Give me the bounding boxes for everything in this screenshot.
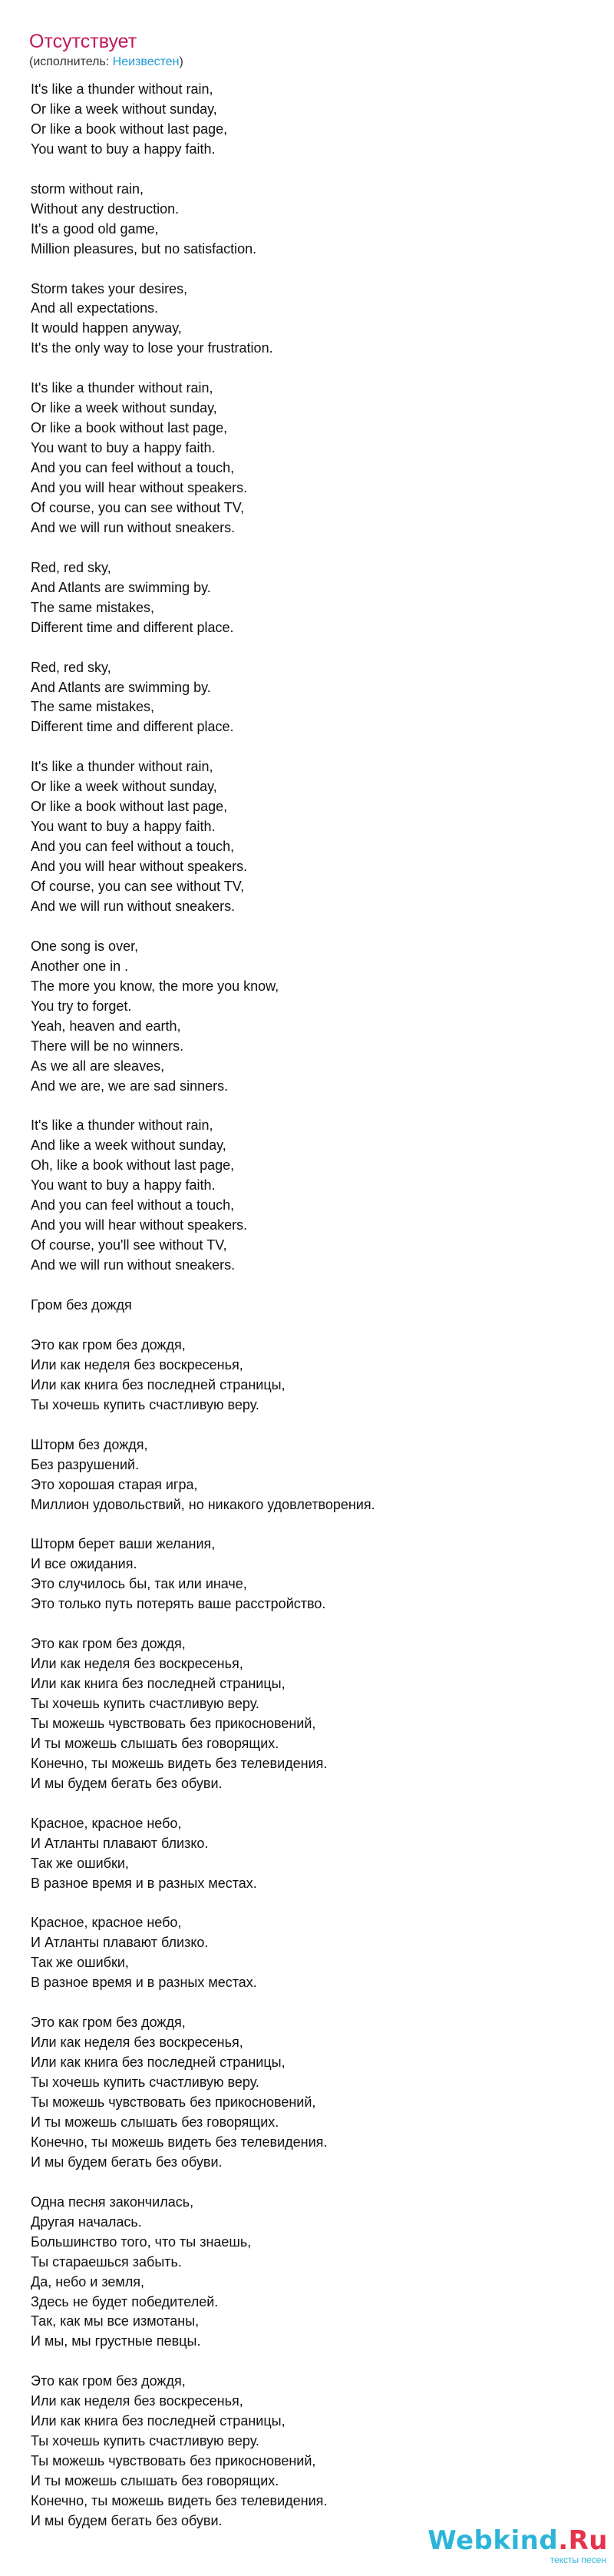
- lyric-line: Это случилось бы, так или иначе,: [31, 1576, 247, 1592]
- lyric-line: Шторм берет ваши желания,: [31, 1536, 216, 1552]
- lyric-line: You want to buy a happy faith.: [31, 141, 216, 157]
- lyric-stanza: [31, 1634, 583, 1794]
- lyric-line: One song is over,: [31, 938, 139, 954]
- lyric-line: И ты можешь слышать без говорящих.: [31, 1735, 279, 1751]
- lyric-line: Или как неделя без воскресенья,: [31, 2035, 243, 2051]
- lyric-line: And you will hear without speakers.: [31, 1217, 248, 1233]
- lyric-line: Это хорошая старая игра,: [31, 1476, 198, 1492]
- lyric-stanza: [31, 2013, 583, 2173]
- lyric-line: Ты стараешься забыть.: [31, 2253, 182, 2270]
- lyric-line: The same mistakes,: [31, 699, 155, 715]
- lyric-line: Так, как мы все измотаны,: [31, 2313, 200, 2329]
- lyric-line: It's like a thunder without rain,: [31, 380, 213, 396]
- lyric-line: And we will run without sneakers.: [31, 519, 236, 535]
- lyric-line: И мы будем бегать без обуви.: [31, 2154, 223, 2170]
- lyric-line: Так же ошибки,: [31, 1955, 129, 1971]
- lyric-stanza: [31, 1336, 583, 1415]
- lyric-line: Конечно, ты можешь видеть без телевидения.: [31, 1755, 328, 1771]
- lyric-line: Это как гром без дождя,: [31, 1636, 186, 1652]
- lyric-line: И ты можешь слышать без говорящих.: [31, 2473, 279, 2489]
- lyric-line: Это только путь потерять ваше расстройство.: [31, 1596, 326, 1612]
- lyric-line: И мы будем бегать без обуви.: [31, 2513, 223, 2528]
- lyric-line: Red, red sky,: [31, 559, 111, 575]
- logo-brand-suffix: .Ru: [558, 2525, 608, 2556]
- lyric-line: It's like a thunder without rain,: [31, 1117, 213, 1134]
- lyric-line: Или как книга без последней страницы,: [31, 2055, 286, 2071]
- lyric-line: Or like a week without sunday,: [31, 400, 217, 416]
- logo-brand-main: Webkind: [427, 2525, 559, 2556]
- lyric-line: Another one in .: [31, 958, 129, 974]
- lyric-line: И ты можешь слышать без говорящих.: [31, 2114, 279, 2130]
- lyric-stanza: [31, 1296, 583, 1316]
- lyric-line: And you will hear without speakers.: [31, 480, 248, 496]
- lyric-line: The more you know, the more you know,: [31, 978, 279, 994]
- lyric-line: Red, red sky,: [31, 659, 111, 675]
- lyric-stanza: [31, 80, 583, 160]
- lyric-line: Это как гром без дождя,: [31, 1336, 186, 1353]
- lyric-line: Или как неделя без воскресенья,: [31, 2393, 243, 2409]
- lyric-stanza: [31, 280, 583, 359]
- lyric-line: Или как книга без последней страницы,: [31, 2413, 286, 2429]
- lyric-line: And you can feel without a touch,: [31, 839, 235, 855]
- lyric-line: Or like a book without last page,: [31, 121, 228, 137]
- lyric-line: You try to forget.: [31, 998, 132, 1014]
- lyric-line: The same mistakes,: [31, 599, 155, 615]
- lyric-line: И мы будем бегать без обуви.: [31, 1775, 223, 1791]
- lyric-line: Ты хочешь купить счастливую веру.: [31, 1396, 259, 1412]
- lyric-line: You want to buy a happy faith.: [31, 1177, 216, 1194]
- byline-suffix: ): [179, 55, 183, 68]
- lyric-line: And Atlants are swimming by.: [31, 579, 211, 595]
- lyric-line: Different time and different place.: [31, 719, 234, 735]
- lyric-line: Without any destruction.: [31, 200, 180, 217]
- lyric-line: It would happen anyway,: [31, 320, 182, 336]
- lyric-line: There will be no winners.: [31, 1038, 184, 1054]
- lyric-stanza: [31, 757, 583, 917]
- lyric-line: Ты можешь чувствовать без прикосновений,: [31, 1715, 316, 1731]
- lyric-line: You want to buy a happy faith.: [31, 440, 216, 456]
- lyric-line: Ты хочешь купить счастливую веру.: [31, 2074, 259, 2091]
- lyric-line: И Атланты плавают близко.: [31, 1935, 209, 1951]
- lyric-stanza: [31, 1435, 583, 1515]
- lyric-line: Шторм без дождя,: [31, 1436, 148, 1452]
- lyric-line: And we are, we are sad sinners.: [31, 1078, 229, 1094]
- lyric-line: Or like a week without sunday,: [31, 779, 217, 795]
- lyric-line: Of course, you can see without TV,: [31, 499, 245, 515]
- site-logo[interactable]: [427, 2527, 608, 2565]
- lyric-line: Большинство того, что ты знаешь,: [31, 2233, 252, 2250]
- lyric-line: Ты хочешь купить счастливую веру.: [31, 2433, 259, 2449]
- lyric-stanza: [31, 1535, 583, 1614]
- lyrics-text: [31, 80, 583, 2551]
- lyric-line: And you can feel without a touch,: [31, 460, 235, 476]
- lyric-line: Конечно, ты можешь видеть без телевидения.: [31, 2134, 328, 2150]
- logo-tagline: тексты песен: [550, 2554, 606, 2565]
- lyric-line: Это как гром без дождя,: [31, 2373, 186, 2389]
- lyric-line: It's the only way to lose your frustration.: [31, 340, 273, 356]
- lyric-line: И Атланты плавают близко.: [31, 1835, 209, 1851]
- song-header: [29, 29, 582, 71]
- lyric-line: Миллион удовольствий, но никакого удовлетворения.: [31, 1496, 375, 1512]
- lyric-line: And Atlants are swimming by.: [31, 679, 211, 695]
- lyric-stanza: [31, 2193, 583, 2353]
- lyric-line: Гром без дождя: [31, 1297, 132, 1313]
- lyric-line: Of course, you can see without TV,: [31, 879, 245, 895]
- lyric-line: Другая началась.: [31, 2213, 142, 2230]
- lyric-line: It's like a thunder without rain,: [31, 759, 213, 775]
- lyric-line: Or like a week without sunday,: [31, 101, 217, 117]
- lyric-line: And like a week without sunday,: [31, 1137, 226, 1154]
- lyric-line: Это как гром без дождя,: [31, 2015, 186, 2031]
- lyric-stanza: [31, 937, 583, 1097]
- lyric-stanza: [31, 1913, 583, 1993]
- lyric-line: Storm takes your desires,: [31, 280, 188, 296]
- lyric-line: Конечно, ты можешь видеть без телевидения.: [31, 2493, 328, 2509]
- byline-prefix: (исполнитель:: [29, 55, 113, 68]
- artist-link[interactable]: Неизвестен: [112, 55, 180, 68]
- lyric-line: И мы, мы грустные певцы.: [31, 2333, 201, 2349]
- lyric-line: storm without rain,: [31, 180, 144, 197]
- lyric-line: И все ожидания.: [31, 1556, 137, 1572]
- lyric-line: And we will run without sneakers.: [31, 1257, 236, 1273]
- lyric-line: Или как неделя без воскресенья,: [31, 1656, 243, 1672]
- logo-wordmark: [427, 2527, 608, 2554]
- lyric-stanza: [31, 2372, 583, 2531]
- lyric-line: Красное, красное небо,: [31, 1815, 182, 1831]
- lyric-line: Без разрушений.: [31, 1456, 140, 1472]
- lyric-line: You want to buy a happy faith.: [31, 819, 216, 835]
- lyric-line: В разное время и в разных местах.: [31, 1875, 257, 1891]
- lyric-line: And we will run without sneakers.: [31, 898, 236, 914]
- song-title: Отсутствует: [29, 31, 137, 52]
- lyric-line: It's a good old game,: [31, 220, 159, 237]
- lyric-line: And you will hear without speakers.: [31, 859, 248, 875]
- lyric-stanza: [31, 180, 583, 260]
- lyric-line: Different time and different place.: [31, 619, 234, 635]
- lyric-stanza: [31, 1116, 583, 1276]
- lyric-line: Да, небо и земля,: [31, 2273, 145, 2290]
- lyric-line: It's like a thunder without rain,: [31, 81, 213, 97]
- lyric-line: Здесь не будет победителей.: [31, 2293, 219, 2309]
- lyric-line: Oh, like a book without last page,: [31, 1157, 235, 1174]
- lyric-line: Одна песня закончилась,: [31, 2194, 194, 2210]
- lyric-line: В разное время и в разных местах.: [31, 1975, 257, 1991]
- lyric-line: And you can feel without a touch,: [31, 1197, 235, 1214]
- lyric-line: Красное, красное небо,: [31, 1915, 182, 1931]
- lyric-line: Или как книга без последней страницы,: [31, 1676, 286, 1692]
- lyric-line: Million pleasures, but no satisfaction.: [31, 240, 257, 257]
- lyric-stanza: [31, 1814, 583, 1894]
- lyric-line: And all expectations.: [31, 300, 159, 316]
- lyric-line: Or like a book without last page,: [31, 799, 228, 815]
- lyric-line: Ты хочешь купить счастливую веру.: [31, 1696, 259, 1711]
- lyric-line: Так же ошибки,: [31, 1855, 129, 1871]
- lyric-line: Or like a book without last page,: [31, 420, 228, 436]
- lyric-line: Of course, you'll see without TV,: [31, 1237, 227, 1253]
- lyric-stanza: [31, 558, 583, 638]
- lyric-line: Ты можешь чувствовать без прикосновений,: [31, 2094, 316, 2111]
- lyric-line: As we all are sleaves,: [31, 1058, 165, 1074]
- lyric-line: Или как неделя без воскресенья,: [31, 1356, 243, 1372]
- lyric-line: Yeah, heaven and earth,: [31, 1018, 181, 1034]
- lyric-stanza: [31, 658, 583, 738]
- artist-byline: [29, 54, 582, 71]
- lyric-stanza: [31, 379, 583, 538]
- lyric-line: Ты можешь чувствовать без прикосновений,: [31, 2453, 316, 2469]
- lyric-line: Или как книга без последней страницы,: [31, 1376, 286, 1392]
